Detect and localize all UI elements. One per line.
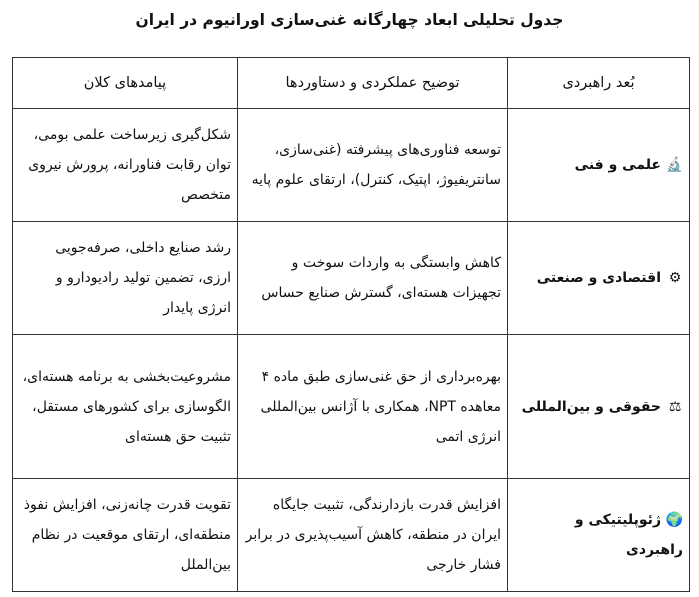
description-cell: کاهش وابستگی به واردات سوخت و تجهیزات هسته‌ای، گسترش صنایع حساس	[238, 222, 508, 335]
header-description: توضیح عملکردی و دستاوردها	[238, 58, 508, 109]
outcomes-cell: تقویت قدرت چانه‌زنی، افزایش نفوذ منطقه‌ای، ارتقای موقعیت در نظام بین‌الملل	[13, 479, 238, 592]
header-outcomes: پیامدهای کلان	[13, 58, 238, 109]
description-cell: توسعه فناوری‌های پیشرفته (غنی‌سازی، سانتریفیوژ، اپتیک، کنترل)، ارتقای علوم پایه	[238, 109, 508, 222]
table-row-economic	[13, 222, 690, 335]
outcomes-cell: مشروعیت‌بخشی به برنامه هسته‌ای، الگوسازی برای کشورهای مستقل، تثبیت حق هسته‌ای	[13, 335, 238, 479]
table-row-geopolitical	[13, 479, 690, 592]
dimension-label: حقوقی و بین‌المللی	[521, 398, 661, 415]
dimension-cell	[508, 335, 690, 479]
header-dimension: بُعد راهبردی	[508, 58, 690, 109]
table-row-scientific	[13, 109, 690, 222]
analysis-table	[12, 57, 690, 592]
scales-icon: ⚖	[668, 398, 682, 415]
description-cell: بهره‌برداری از حق غنی‌سازی طبق ماده ۴ معاهده NPT، همکاری با آژانس بین‌المللی انرژی اتمی	[238, 335, 508, 479]
dimension-cell	[508, 479, 690, 592]
gear-icon: ⚙	[668, 270, 682, 286]
microscope-icon: 🔬	[665, 157, 683, 173]
outcomes-cell: شکل‌گیری زیرساخت علمی بومی، توان رقابت فناورانه، پرورش نیروی متخصص	[13, 109, 238, 222]
dimension-label: اقتصادی و صنعتی	[536, 270, 661, 286]
globe-icon: 🌍	[665, 512, 683, 528]
table-header-row	[13, 58, 690, 109]
dimension-cell	[508, 222, 690, 335]
description-cell: افزایش قدرت بازدارندگی، تثبیت جایگاه ایران در منطقه، کاهش آسیب‌پذیری در برابر فشار خارجی	[238, 479, 508, 592]
table-row-legal	[13, 335, 690, 479]
dimension-label: ژئوپلیتیکی و راهبردی	[574, 512, 683, 558]
page-title: جدول تحلیلی ابعاد چهارگانه غنی‌سازی اورانیوم در ایران	[135, 11, 564, 29]
outcomes-cell: رشد صنایع داخلی، صرفه‌جویی ارزی، تضمین تولید رادیودارو و انرژی پایدار	[13, 222, 238, 335]
dimension-label: علمی و فنی	[574, 157, 661, 173]
dimension-cell	[508, 109, 690, 222]
